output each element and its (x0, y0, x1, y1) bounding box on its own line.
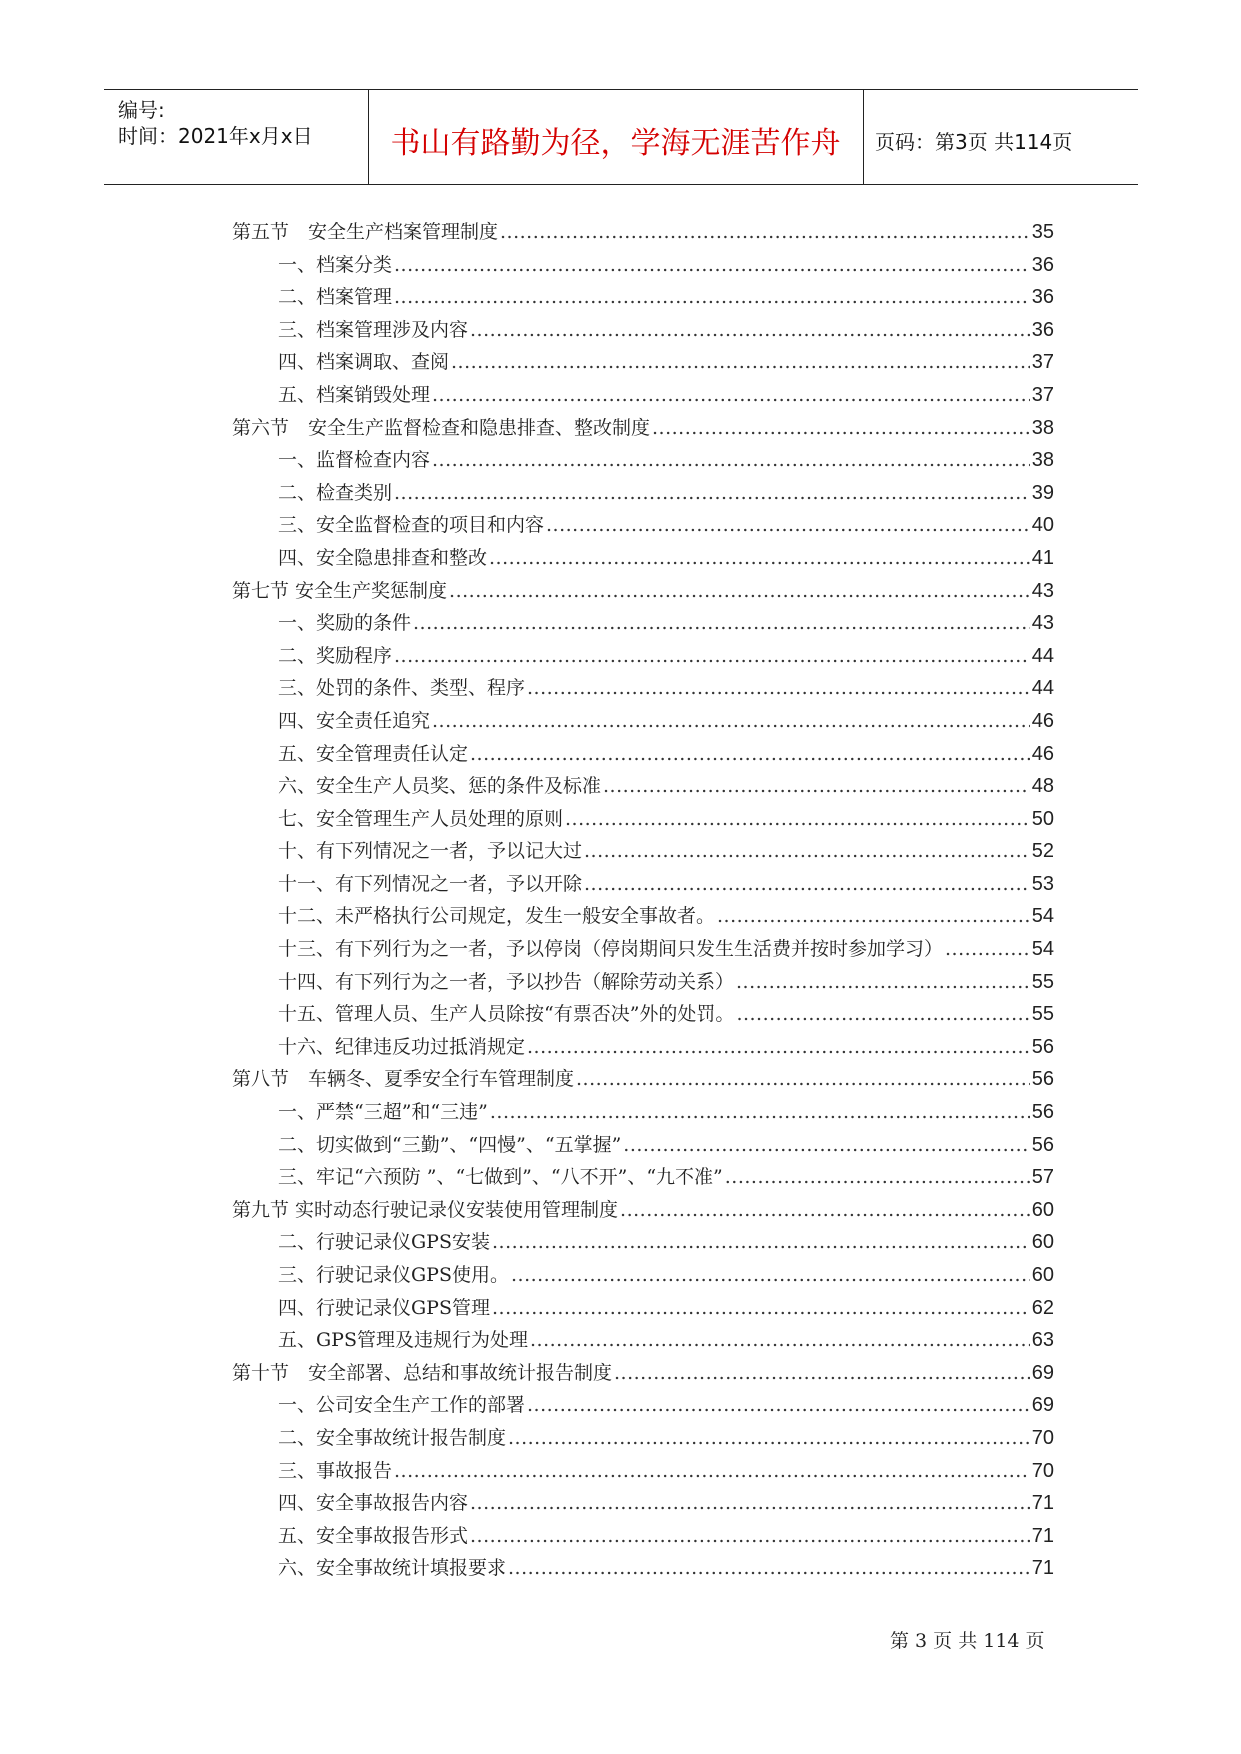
toc-subsection-entry[interactable] (232, 803, 1054, 836)
toc-entry-title: 三、安全监督检查的项目和内容 (278, 514, 545, 537)
toc-entry-title: 第八节 车辆冬、夏季安全行车管理制度 (232, 1068, 575, 1091)
toc-dot-leader (614, 1357, 1030, 1390)
toc-entry-page-number: 55 (1031, 1003, 1054, 1026)
toc-entry-page-number: 37 (1031, 383, 1054, 406)
toc-entry-page-number: 40 (1031, 514, 1054, 537)
toc-entry-page-number: 43 (1031, 579, 1054, 602)
toc-entry-page-number: 37 (1031, 351, 1054, 374)
toc-dot-leader (432, 705, 1030, 738)
toc-entry-page-number: 53 (1031, 872, 1054, 895)
toc-subsection-entry[interactable] (232, 770, 1054, 803)
toc-dot-leader (725, 1161, 1030, 1194)
toc-entry-page-number: 69 (1031, 1394, 1054, 1417)
toc-entry-title: 十二、未严格执行公司规定，发生一般安全事故者。 (278, 905, 716, 928)
toc-subsection-entry[interactable] (232, 705, 1054, 738)
toc-subsection-entry[interactable] (232, 281, 1054, 314)
toc-entry-page-number: 69 (1031, 1361, 1054, 1384)
toc-subsection-entry[interactable] (232, 1389, 1054, 1422)
toc-entry-page-number: 62 (1031, 1296, 1054, 1319)
toc-entry-page-number: 70 (1031, 1426, 1054, 1449)
toc-dot-leader (394, 281, 1030, 314)
table-of-contents (232, 216, 1054, 1585)
toc-entry-title: 十五、管理人员、生产人员除按“有票否决”外的处罚。 (278, 1003, 735, 1026)
toc-entry-page-number: 71 (1031, 1557, 1054, 1580)
toc-entry-page-number: 48 (1031, 775, 1054, 798)
toc-entry-page-number: 39 (1031, 481, 1054, 504)
toc-entry-title: 第六节 安全生产监督检查和隐患排查、整改制度 (232, 416, 651, 439)
toc-entry-page-number: 46 (1031, 709, 1054, 732)
toc-entry-title: 四、安全责任追究 (278, 709, 431, 732)
toc-dot-leader (492, 1292, 1030, 1325)
toc-subsection-entry[interactable] (232, 607, 1054, 640)
toc-dot-leader (451, 346, 1030, 379)
toc-subsection-entry[interactable] (232, 1129, 1054, 1162)
toc-entry-title: 二、安全事故统计报告制度 (278, 1426, 507, 1449)
time-label: 时间：2021年x月x日 (118, 124, 313, 148)
toc-section-entry[interactable] (232, 412, 1054, 445)
toc-entry-title: 七、安全管理生产人员处理的原则 (278, 807, 564, 830)
toc-dot-leader (394, 1455, 1030, 1488)
toc-subsection-entry[interactable] (232, 509, 1054, 542)
toc-entry-page-number: 41 (1031, 546, 1054, 569)
toc-dot-leader (584, 868, 1030, 901)
toc-entry-title: 十、有下列情况之一者，予以记大过 (278, 840, 583, 863)
toc-entry-title: 四、档案调取、查阅 (278, 351, 450, 374)
toc-entry-page-number: 38 (1031, 449, 1054, 472)
toc-subsection-entry[interactable] (232, 1487, 1054, 1520)
toc-entry-page-number: 57 (1031, 1166, 1054, 1189)
toc-dot-leader (489, 542, 1030, 575)
toc-subsection-entry[interactable] (232, 1520, 1054, 1553)
toc-subsection-entry[interactable] (232, 1422, 1054, 1455)
toc-entry-page-number: 60 (1031, 1231, 1054, 1254)
toc-entry-title: 三、处罚的条件、类型、程序 (278, 677, 526, 700)
header-page-label: 页码：第3页 共114页 (875, 130, 1073, 154)
toc-dot-leader (584, 835, 1030, 868)
toc-entry-title: 第九节 实时动态行驶记录仪安装使用管理制度 (232, 1198, 619, 1221)
toc-dot-leader (470, 738, 1030, 771)
toc-dot-leader (945, 933, 1030, 966)
toc-dot-leader (717, 900, 1030, 933)
toc-dot-leader (500, 216, 1030, 249)
toc-dot-leader (394, 477, 1030, 510)
toc-entry-title: 一、档案分类 (278, 253, 393, 276)
toc-subsection-entry[interactable] (232, 868, 1054, 901)
toc-entry-page-number: 56 (1031, 1068, 1054, 1091)
toc-subsection-entry[interactable] (232, 738, 1054, 771)
toc-dot-leader (470, 1520, 1030, 1553)
toc-section-entry[interactable] (232, 1063, 1054, 1096)
toc-entry-page-number: 56 (1031, 1133, 1054, 1156)
toc-entry-page-number: 36 (1031, 253, 1054, 276)
toc-entry-title: 四、行驶记录仪GPS管理 (278, 1296, 490, 1319)
toc-entry-page-number: 36 (1031, 286, 1054, 309)
toc-entry-page-number: 54 (1031, 905, 1054, 928)
toc-entry-page-number: 63 (1031, 1329, 1054, 1352)
toc-dot-leader (527, 1031, 1030, 1064)
toc-entry-title: 二、档案管理 (278, 286, 393, 309)
toc-entry-page-number: 36 (1031, 318, 1054, 341)
toc-entry-title: 十三、有下列行为之一者，予以停岗（停岗期间只发生生活费并按时参加学习） (278, 938, 944, 961)
toc-entry-title: 第七节 安全生产奖惩制度 (232, 579, 448, 602)
toc-entry-title: 五、安全管理责任认定 (278, 742, 469, 765)
toc-dot-leader (394, 249, 1030, 282)
toc-entry-page-number: 35 (1031, 221, 1054, 243)
toc-entry-title: 一、公司安全生产工作的部署 (278, 1394, 526, 1417)
toc-entry-title: 一、奖励的条件 (278, 612, 412, 635)
toc-entry-page-number: 43 (1031, 612, 1054, 635)
toc-entry-page-number: 56 (1031, 1101, 1054, 1124)
toc-subsection-entry[interactable] (232, 900, 1054, 933)
toc-entry-title: 四、安全事故报告内容 (278, 1492, 469, 1515)
toc-entry-title: 四、安全隐患排查和整改 (278, 546, 488, 569)
toc-dot-leader (623, 1129, 1029, 1162)
toc-dot-leader (470, 1487, 1030, 1520)
toc-subsection-entry[interactable] (232, 966, 1054, 999)
toc-entry-page-number: 46 (1031, 742, 1054, 765)
toc-entry-page-number: 54 (1031, 938, 1054, 961)
toc-dot-leader (736, 998, 1029, 1031)
header-motto: 书山有路勤为径，学海无涯苦作舟 (390, 126, 841, 161)
toc-subsection-entry[interactable] (232, 444, 1054, 477)
toc-entry-title: 十六、纪律违反功过抵消规定 (278, 1035, 526, 1058)
toc-subsection-entry[interactable] (232, 640, 1054, 673)
toc-dot-leader (527, 672, 1030, 705)
header-middle-cell (368, 90, 864, 184)
toc-subsection-entry[interactable] (232, 1292, 1054, 1325)
toc-subsection-entry[interactable] (232, 1455, 1054, 1488)
toc-entry-title: 二、检查类别 (278, 481, 393, 504)
toc-subsection-entry[interactable] (232, 542, 1054, 575)
toc-dot-leader (620, 1194, 1030, 1227)
toc-entry-title: 一、严禁“三超”和“三违” (278, 1101, 488, 1124)
toc-subsection-entry[interactable] (232, 1324, 1054, 1357)
toc-subsection-entry[interactable] (232, 933, 1054, 966)
toc-subsection-entry[interactable] (232, 1259, 1054, 1292)
toc-subsection-entry[interactable] (232, 1161, 1054, 1194)
toc-subsection-entry[interactable] (232, 477, 1054, 510)
toc-entry-page-number: 50 (1031, 807, 1054, 830)
toc-subsection-entry[interactable] (232, 379, 1054, 412)
toc-dot-leader (603, 770, 1030, 803)
toc-entry-page-number: 55 (1031, 970, 1054, 993)
toc-entry-page-number: 70 (1031, 1459, 1054, 1482)
toc-entry-title: 五、安全事故报告形式 (278, 1524, 469, 1547)
toc-dot-leader (530, 1324, 1030, 1357)
toc-entry-title: 三、档案管理涉及内容 (278, 318, 469, 341)
toc-subsection-entry[interactable] (232, 835, 1054, 868)
toc-entry-title: 二、切实做到“三勤”、“四慢”、“五掌握” (278, 1133, 622, 1156)
toc-section-entry[interactable] (232, 216, 1054, 249)
toc-subsection-entry[interactable] (232, 249, 1054, 282)
toc-entry-page-number: 52 (1031, 840, 1054, 863)
toc-dot-leader (413, 607, 1030, 640)
toc-entry-page-number: 44 (1031, 644, 1054, 667)
toc-dot-leader (576, 1063, 1030, 1096)
toc-entry-title: 六、安全事故统计填报要求 (278, 1557, 507, 1580)
toc-dot-leader (652, 412, 1030, 445)
toc-dot-leader (470, 314, 1030, 347)
toc-dot-leader (527, 1389, 1030, 1422)
toc-entry-title: 二、奖励程序 (278, 644, 393, 667)
toc-section-entry[interactable] (232, 1357, 1054, 1390)
toc-dot-leader (449, 575, 1030, 608)
toc-entry-title: 十四、有下列行为之一者，予以抄告（解除劳动关系） (278, 970, 735, 993)
toc-section-entry[interactable] (232, 1194, 1054, 1227)
page-footer: 第 3 页 共 114 页 (890, 1630, 1045, 1652)
toc-dot-leader (508, 1422, 1030, 1455)
toc-entry-page-number: 60 (1031, 1198, 1054, 1221)
toc-entry-title: 第五节 安全生产档案管理制度 (232, 221, 499, 243)
toc-entry-title: 三、事故报告 (278, 1459, 393, 1482)
toc-entry-title: 第十节 安全部署、总结和事故统计报告制度 (232, 1361, 613, 1384)
toc-subsection-entry[interactable] (232, 1552, 1054, 1585)
toc-dot-leader (546, 509, 1030, 542)
toc-subsection-entry[interactable] (232, 314, 1054, 347)
toc-entry-title: 六、安全生产人员奖、惩的条件及标准 (278, 775, 602, 798)
toc-dot-leader (565, 803, 1030, 836)
toc-entry-page-number: 71 (1031, 1492, 1054, 1515)
toc-entry-page-number: 44 (1031, 677, 1054, 700)
toc-entry-title: 二、行驶记录仪GPS安装 (278, 1231, 490, 1254)
toc-entry-title: 三、牢记“六预防 ”、“七做到”、“八不开”、“九不准” (278, 1166, 723, 1189)
toc-entry-title: 五、GPS管理及违规行为处理 (278, 1329, 528, 1352)
toc-entry-page-number: 60 (1031, 1264, 1054, 1286)
toc-dot-leader (432, 379, 1030, 412)
toc-dot-leader (492, 1226, 1030, 1259)
toc-dot-leader (508, 1552, 1030, 1585)
toc-entry-page-number: 71 (1031, 1524, 1054, 1547)
header-right-cell (863, 90, 1138, 184)
toc-subsection-entry[interactable] (232, 998, 1054, 1031)
toc-entry-title: 十一、有下列情况之一者，予以开除 (278, 872, 583, 895)
toc-dot-leader (736, 966, 1030, 999)
serial-label: 编号: (118, 98, 165, 122)
toc-entry-page-number: 56 (1031, 1035, 1054, 1058)
page-header (104, 89, 1138, 185)
toc-entry-title: 三、行驶记录仪GPS使用。 (278, 1264, 509, 1286)
toc-dot-leader (490, 1096, 1030, 1129)
toc-subsection-entry[interactable] (232, 1226, 1054, 1259)
toc-section-entry[interactable] (232, 575, 1054, 608)
toc-entry-title: 五、档案销毁处理 (278, 383, 431, 406)
toc-entry-page-number: 38 (1031, 416, 1054, 439)
toc-subsection-entry[interactable] (232, 1031, 1054, 1064)
toc-subsection-entry[interactable] (232, 672, 1054, 705)
toc-entry-title: 一、监督检查内容 (278, 449, 431, 472)
toc-dot-leader (511, 1259, 1030, 1292)
toc-subsection-entry[interactable] (232, 346, 1054, 379)
header-left-cell (104, 90, 369, 184)
toc-dot-leader (394, 640, 1030, 673)
toc-dot-leader (432, 444, 1030, 477)
toc-subsection-entry[interactable] (232, 1096, 1054, 1129)
